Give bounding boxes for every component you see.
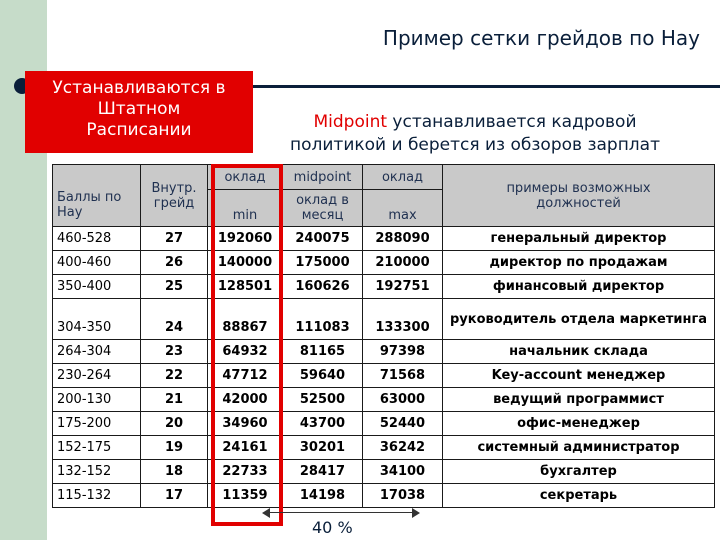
table-row (53, 251, 715, 275)
position-cell: генеральный директор (443, 227, 715, 251)
max-salary-cell: 34100 (363, 460, 443, 484)
midpoint-keyword: Midpoint (313, 112, 388, 132)
position-cell: системный администратор (443, 436, 715, 460)
position-cell: финансовый директор (443, 275, 715, 299)
header-min-bottom (208, 190, 283, 227)
table-row (53, 275, 715, 299)
header-grade-label: Внутр. грейд (151, 180, 197, 211)
arrow-right-icon (412, 508, 420, 518)
grade-cell: 25 (141, 275, 208, 299)
header-score-label: Баллы по Hay (57, 189, 122, 220)
score-cell: 400-460 (53, 251, 141, 275)
score-cell: 115-132 (53, 484, 141, 508)
position-cell: Key-account менеджер (443, 364, 715, 388)
midpoint-salary-cell: 81165 (283, 340, 363, 364)
score-cell: 264-304 (53, 340, 141, 364)
max-salary-cell: 192751 (363, 275, 443, 299)
midpoint-salary-cell: 240075 (283, 227, 363, 251)
score-cell: 175-200 (53, 412, 141, 436)
table-row (53, 484, 715, 508)
table-row (53, 388, 715, 412)
min-salary-cell: 34960 (208, 412, 283, 436)
position-cell: начальник склада (443, 340, 715, 364)
min-salary-cell: 42000 (208, 388, 283, 412)
grade-cell: 19 (141, 436, 208, 460)
header-grade (141, 165, 208, 227)
midpoint-note-line-1 (255, 111, 695, 134)
callout-line-2: Штатном (97, 99, 181, 119)
position-cell: директор по продажам (443, 251, 715, 275)
grade-cell: 17 (141, 484, 208, 508)
score-cell: 460-528 (53, 227, 141, 251)
table-row (53, 227, 715, 251)
max-salary-cell: 97398 (363, 340, 443, 364)
min-salary-cell: 128501 (208, 275, 283, 299)
position-cell: ведущий программист (443, 388, 715, 412)
midpoint-salary-cell: 14198 (283, 484, 363, 508)
position-cell: офис-менеджер (443, 412, 715, 436)
score-cell: 200-130 (53, 388, 141, 412)
header-position (443, 165, 715, 227)
midpoint-salary-cell: 30201 (283, 436, 363, 460)
midpoint-salary-cell: 160626 (283, 275, 363, 299)
arrow-left-icon (262, 508, 270, 518)
grade-cell: 22 (141, 364, 208, 388)
max-salary-cell: 210000 (363, 251, 443, 275)
table-row (53, 460, 715, 484)
midpoint-salary-cell: 59640 (283, 364, 363, 388)
grade-cell: 21 (141, 388, 208, 412)
grade-cell: 26 (141, 251, 208, 275)
header-mid-bottom: оклад в месяц (283, 190, 363, 227)
header-mid-top: midpoint (283, 165, 363, 190)
max-salary-cell: 63000 (363, 388, 443, 412)
min-salary-cell: 24161 (208, 436, 283, 460)
header-min-label: min (232, 207, 258, 223)
min-salary-cell: 11359 (208, 484, 283, 508)
position-cell: бухгалтер (443, 460, 715, 484)
max-salary-cell: 133300 (363, 299, 443, 340)
midpoint-note-line-2: политикой и берется из обзоров зарплат (289, 135, 660, 155)
header-score (53, 165, 141, 227)
grade-cell: 27 (141, 227, 208, 251)
score-cell: 230-264 (53, 364, 141, 388)
midpoint-salary-cell: 52500 (283, 388, 363, 412)
header-position-label: примеры возможных должностей (506, 180, 651, 211)
staff-schedule-callout (25, 71, 253, 153)
grade-cell: 20 (141, 412, 208, 436)
table-row (53, 364, 715, 388)
min-salary-cell: 88867 (208, 299, 283, 340)
table-row (53, 412, 715, 436)
callout-line-3: Расписании (86, 120, 192, 140)
max-salary-cell: 17038 (363, 484, 443, 508)
table-row (53, 299, 715, 340)
max-salary-cell: 71568 (363, 364, 443, 388)
grade-cell: 24 (141, 299, 208, 340)
midpoint-salary-cell: 28417 (283, 460, 363, 484)
position-cell: секретарь (443, 484, 715, 508)
table-row (53, 340, 715, 364)
grade-table-body (53, 227, 715, 508)
spread-arrow (265, 512, 417, 513)
midpoint-salary-cell: 111083 (283, 299, 363, 340)
min-salary-cell: 47712 (208, 364, 283, 388)
score-cell: 304-350 (53, 299, 141, 340)
min-salary-cell: 192060 (208, 227, 283, 251)
spread-label: 40 % (312, 518, 353, 537)
max-salary-cell: 36242 (363, 436, 443, 460)
min-salary-cell: 140000 (208, 251, 283, 275)
min-salary-cell: 22733 (208, 460, 283, 484)
score-cell: 350-400 (53, 275, 141, 299)
midpoint-salary-cell: 175000 (283, 251, 363, 275)
score-cell: 132-152 (53, 460, 141, 484)
midpoint-note-rest: устанавливается кадровой (387, 112, 637, 132)
header-min-top: оклад (208, 165, 283, 190)
midpoint-note (255, 111, 695, 157)
grade-cell: 23 (141, 340, 208, 364)
max-salary-cell: 52440 (363, 412, 443, 436)
table-row (53, 436, 715, 460)
header-max-top: оклад (363, 165, 443, 190)
grade-cell: 18 (141, 460, 208, 484)
position-cell: руководитель отдела маркетинга (443, 299, 715, 340)
header-max-label: max (388, 207, 417, 223)
header-max-bottom (363, 190, 443, 227)
score-cell: 152-175 (53, 436, 141, 460)
callout-line-1: Устанавливаются в (52, 78, 226, 98)
min-salary-cell: 64932 (208, 340, 283, 364)
midpoint-salary-cell: 43700 (283, 412, 363, 436)
grade-table (52, 164, 715, 508)
max-salary-cell: 288090 (363, 227, 443, 251)
page-title: Пример сетки грейдов по Hay (382, 26, 700, 50)
